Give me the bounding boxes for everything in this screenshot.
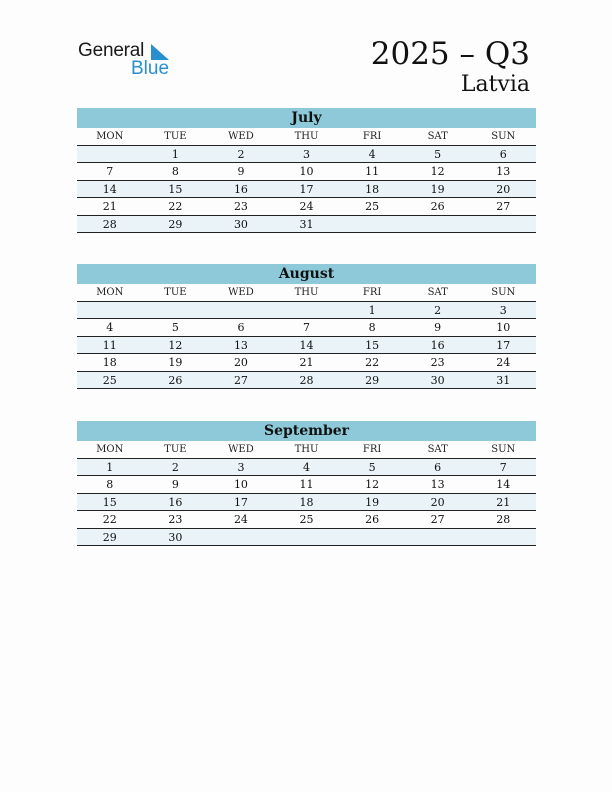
week-rows [77, 459, 536, 546]
week-row [77, 319, 536, 336]
day-cell: 14 [299, 338, 314, 352]
day-cell [339, 216, 405, 232]
month-august [77, 264, 536, 389]
day-cell: 13 [496, 165, 511, 179]
day-cell: 26 [365, 513, 380, 527]
weekday-label: SAT [427, 287, 448, 298]
day-cell: 3 [303, 148, 311, 161]
day-cell: 27 [233, 373, 248, 387]
day-cell: 8 [106, 478, 114, 492]
day-cell: 17 [496, 338, 511, 352]
day-cell: 30 [430, 373, 445, 387]
day-cell: 22 [102, 513, 117, 527]
week-row [77, 511, 536, 528]
day-cell: 2 [171, 461, 179, 474]
weekday-label: SUN [491, 131, 516, 142]
day-cell: 14 [102, 182, 117, 196]
week-row [77, 163, 536, 180]
day-cell: 11 [102, 338, 117, 352]
weekday-label: MON [96, 287, 124, 298]
day-cell: 3 [499, 304, 507, 317]
day-cell: 25 [102, 373, 117, 387]
weekday-label: SUN [491, 287, 516, 298]
day-cell [208, 529, 274, 545]
weekday-header-row [77, 441, 536, 459]
weekday-label: TUE [164, 287, 187, 298]
day-cell: 4 [368, 148, 376, 161]
month-title: September [77, 421, 536, 441]
weekday-label: SAT [427, 131, 448, 142]
weekday-label: TUE [164, 444, 187, 455]
day-cell: 16 [168, 495, 183, 509]
weekday-label: FRI [362, 444, 382, 455]
week-row [77, 198, 536, 215]
day-cell: 2 [237, 148, 245, 161]
day-cell: 12 [365, 478, 380, 492]
month-july [77, 108, 536, 233]
day-cell: 9 [171, 478, 179, 492]
weekday-header-row [77, 128, 536, 146]
week-rows [77, 146, 536, 233]
day-cell: 28 [102, 217, 117, 231]
week-row [77, 181, 536, 198]
day-cell: 27 [430, 513, 445, 527]
month-september [77, 421, 536, 546]
day-cell: 30 [168, 530, 183, 544]
day-cell [208, 302, 274, 318]
day-cell: 4 [303, 461, 311, 474]
week-row [77, 459, 536, 476]
generalblue-logo [78, 40, 178, 80]
day-cell: 5 [171, 321, 179, 335]
week-row [77, 494, 536, 511]
day-cell: 29 [102, 530, 117, 544]
day-cell: 20 [233, 356, 248, 370]
weekday-label: WED [228, 131, 254, 142]
day-cell: 3 [237, 461, 245, 474]
weekday-label: WED [228, 444, 254, 455]
day-cell: 13 [233, 338, 248, 352]
weekday-label: MON [96, 131, 124, 142]
day-cell: 25 [299, 513, 314, 527]
day-cell: 11 [365, 165, 380, 179]
logo-general-text: General [78, 40, 145, 61]
day-cell: 11 [299, 478, 314, 492]
day-cell: 17 [299, 182, 314, 196]
day-cell: 15 [102, 495, 117, 509]
day-cell: 24 [496, 356, 511, 370]
day-cell [77, 146, 143, 162]
weekday-label: SUN [491, 444, 516, 455]
day-cell: 13 [430, 478, 445, 492]
day-cell [143, 302, 209, 318]
day-cell: 22 [365, 356, 380, 370]
day-cell: 20 [496, 182, 511, 196]
week-row [77, 354, 536, 371]
day-cell: 5 [368, 461, 376, 474]
day-cell: 16 [430, 338, 445, 352]
weekday-label: TUE [164, 131, 187, 142]
weekday-label: FRI [362, 287, 382, 298]
country-name: Latvia [460, 72, 530, 97]
day-cell: 16 [233, 182, 248, 196]
weekday-label: FRI [362, 131, 382, 142]
page-title: 2025 – Q3 [370, 36, 530, 72]
day-cell: 27 [496, 200, 511, 214]
day-cell: 1 [106, 461, 114, 474]
day-cell: 31 [496, 373, 511, 387]
day-cell: 24 [299, 200, 314, 214]
day-cell [274, 302, 340, 318]
day-cell: 7 [499, 461, 507, 474]
day-cell: 25 [365, 200, 380, 214]
day-cell: 10 [496, 321, 511, 335]
day-cell: 8 [171, 165, 179, 179]
day-cell: 29 [365, 373, 380, 387]
day-cell: 19 [430, 182, 445, 196]
week-row [77, 302, 536, 319]
month-title: August [77, 264, 536, 284]
weekday-label: MON [96, 444, 124, 455]
day-cell: 10 [233, 478, 248, 492]
day-cell: 21 [496, 495, 511, 509]
day-cell: 10 [299, 165, 314, 179]
day-cell: 17 [233, 495, 248, 509]
day-cell: 21 [102, 200, 117, 214]
day-cell: 2 [434, 304, 442, 317]
day-cell: 18 [365, 182, 380, 196]
weekday-label: SAT [427, 444, 448, 455]
weekday-label: THU [294, 287, 319, 298]
day-cell: 20 [430, 495, 445, 509]
day-cell: 23 [168, 513, 183, 527]
day-cell: 1 [368, 304, 376, 317]
week-rows [77, 302, 536, 389]
day-cell: 19 [168, 356, 183, 370]
day-cell: 21 [299, 356, 314, 370]
day-cell: 15 [365, 338, 380, 352]
day-cell [339, 529, 405, 545]
day-cell: 23 [430, 356, 445, 370]
day-cell [77, 302, 143, 318]
day-cell: 5 [434, 148, 442, 161]
day-cell: 18 [102, 356, 117, 370]
day-cell: 31 [299, 217, 314, 231]
day-cell: 9 [237, 165, 245, 179]
day-cell: 12 [168, 338, 183, 352]
day-cell: 22 [168, 200, 183, 214]
week-row [77, 372, 536, 389]
day-cell: 7 [106, 165, 114, 179]
day-cell: 28 [299, 373, 314, 387]
day-cell [470, 216, 536, 232]
weekday-label: THU [294, 444, 319, 455]
day-cell [470, 529, 536, 545]
day-cell [405, 216, 471, 232]
day-cell: 15 [168, 182, 183, 196]
day-cell: 23 [233, 200, 248, 214]
day-cell: 26 [168, 373, 183, 387]
day-cell: 6 [499, 148, 507, 161]
week-row [77, 146, 536, 163]
day-cell: 18 [299, 495, 314, 509]
day-cell [274, 529, 340, 545]
week-row [77, 216, 536, 233]
day-cell: 29 [168, 217, 183, 231]
day-cell: 14 [496, 478, 511, 492]
day-cell: 6 [237, 321, 245, 335]
day-cell: 6 [434, 461, 442, 474]
day-cell: 8 [368, 321, 376, 335]
day-cell [405, 529, 471, 545]
logo-blue-text: Blue [131, 58, 170, 79]
day-cell: 30 [233, 217, 248, 231]
day-cell: 28 [496, 513, 511, 527]
week-row [77, 476, 536, 493]
day-cell: 1 [171, 148, 179, 161]
month-title: July [77, 108, 536, 128]
day-cell: 7 [303, 321, 311, 335]
day-cell: 9 [434, 321, 442, 335]
day-cell: 4 [106, 321, 114, 335]
day-cell: 19 [365, 495, 380, 509]
week-row [77, 529, 536, 546]
day-cell: 26 [430, 200, 445, 214]
weekday-header-row [77, 284, 536, 302]
weekday-label: THU [294, 131, 319, 142]
week-row [77, 337, 536, 354]
day-cell: 12 [430, 165, 445, 179]
weekday-label: WED [228, 287, 254, 298]
day-cell: 24 [233, 513, 248, 527]
